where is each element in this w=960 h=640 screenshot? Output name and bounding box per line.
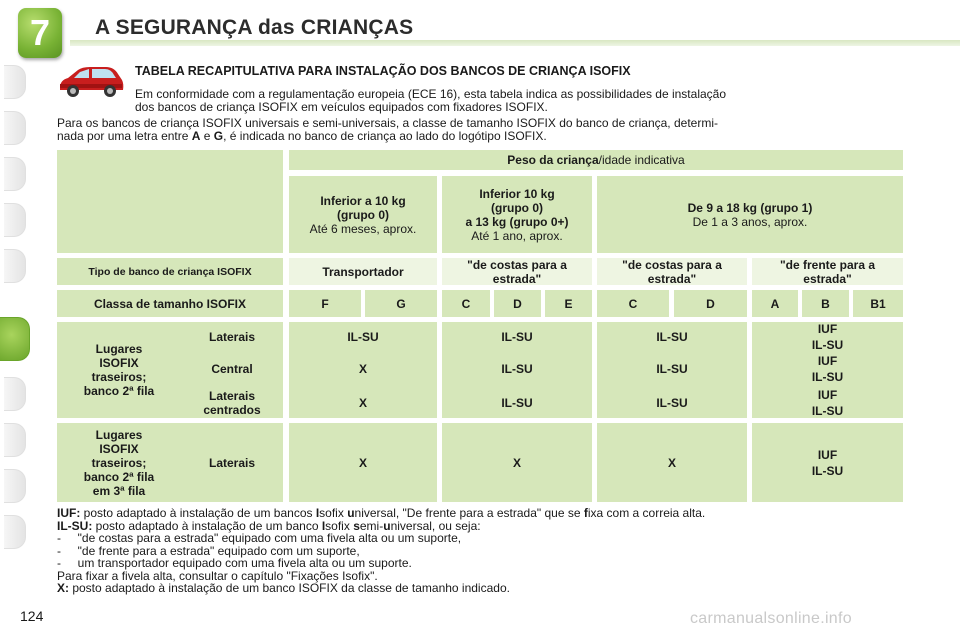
- watermark: carmanualsonline.info: [690, 610, 852, 627]
- section-title: TABELA RECAPITULATIVA PARA INSTALAÇÃO DOS BANCOS DE CRIANÇA ISOFIX: [135, 64, 631, 78]
- table-value-text: IUF: [817, 388, 838, 402]
- class-value: C: [628, 296, 638, 311]
- class-cell: [289, 290, 361, 317]
- table-value-text: X: [358, 396, 367, 410]
- table-value: [442, 423, 592, 502]
- position-text: Laterais: [208, 330, 256, 344]
- side-tab-3[interactable]: [4, 157, 26, 191]
- table-value: [752, 352, 903, 386]
- para-letter-a: A: [191, 129, 201, 143]
- class-cell: [442, 290, 490, 317]
- footnote-text: posto adaptado à instalação de um banco ISOFIX da classe de tamanho indicado.: [69, 581, 510, 595]
- header-underline: [70, 40, 960, 46]
- weight-header-bold: Peso da criança: [507, 153, 599, 167]
- table-value: [597, 358, 747, 380]
- footnote-text: niversal, ou seja:: [390, 518, 481, 533]
- class-cell: [365, 290, 437, 317]
- position-central: [181, 358, 283, 380]
- footnote-emph: u: [383, 518, 391, 533]
- footnote-text: emi-: [359, 518, 384, 533]
- table-value: [289, 326, 437, 348]
- table-value-text: IUF: [817, 354, 838, 368]
- rear-seats-label-line: ISOFIX: [99, 356, 139, 370]
- footnote-ilsu-key: IL-SU:: [57, 518, 93, 533]
- side-tab-8[interactable]: [4, 377, 26, 411]
- footnote-emph: f: [583, 506, 588, 520]
- group-1-age: De 1 a 3 anos, aprox.: [692, 214, 808, 229]
- footnote-text: ixa com a correia alta.: [587, 506, 706, 520]
- footnote-emph: I: [315, 506, 320, 520]
- rear-seats-label: [57, 322, 181, 418]
- type-label: [57, 258, 283, 285]
- footnote-emph: I: [321, 518, 326, 533]
- group-0-line-2: (grupo 0): [337, 207, 389, 222]
- footnote-fix-line: Para fixar a fivela alta, consultar o capítulo "Fixações Isofix".: [57, 568, 378, 583]
- table-value-text: IL-SU: [656, 362, 688, 376]
- table-value: [597, 326, 747, 348]
- table-value: [597, 392, 747, 414]
- footnote-text: posto adaptado à instalação de um banco: [92, 518, 322, 533]
- group-0-age: Até 6 meses, aprox.: [309, 221, 417, 236]
- side-tab-9[interactable]: [4, 423, 26, 457]
- weight-header: [289, 150, 903, 170]
- table-value: [442, 358, 592, 380]
- table-value-text: IL-SU: [656, 396, 688, 410]
- table-value: [289, 392, 437, 414]
- class-value: D: [513, 296, 522, 311]
- class-label: [57, 290, 283, 317]
- class-value: F: [321, 296, 329, 311]
- table-value-text: X: [358, 455, 367, 470]
- type-forward-facing-line-1: "de frente para a: [779, 257, 876, 272]
- para-letter-g: G: [213, 129, 224, 143]
- footnotes: [57, 507, 917, 595]
- paragraph-line-1: Para os bancos de criança ISOFIX universais e semi-universais, a classe de tamanho ISOFIX do banco de criança, determi-: [57, 116, 718, 130]
- rear-seats-label-line: traseiros;: [91, 370, 147, 384]
- chapter-title: A SEGURANÇA das CRIANÇAS: [95, 16, 414, 39]
- position-text: Laterais: [208, 389, 256, 403]
- intro-line-1: Em conformidade com a regulamentação europeia (ECE 16), esta tabela indica as possibilidades de instalação: [135, 87, 727, 101]
- side-tab-11[interactable]: [4, 515, 26, 549]
- type-label-text: Tipo de banco de criança ISOFIX: [88, 265, 252, 278]
- class-cell: [752, 290, 798, 317]
- table-value-text: IUF: [817, 322, 838, 336]
- table-corner-cell: [57, 150, 283, 253]
- table-value: [752, 386, 903, 420]
- table-value-text: IL-SU: [501, 396, 533, 410]
- class-value: G: [396, 296, 406, 311]
- footnote-item: - "de frente para a estrada" equipado com um suporte,: [57, 543, 360, 558]
- third-row-label-line: banco 2ª fila: [83, 469, 155, 484]
- table-value-text: X: [667, 455, 676, 470]
- type-carrycot: [289, 258, 437, 285]
- group-0-header: [289, 176, 437, 253]
- table-value: [289, 423, 437, 502]
- side-tab-5[interactable]: [4, 249, 26, 283]
- type-rear-facing-1-line-1: "de costas para a: [467, 257, 567, 272]
- third-row-label-line: ISOFIX: [99, 441, 139, 456]
- position-text: Central: [211, 362, 253, 376]
- group-1-line-1: De 9 a 18 kg (grupo 1): [687, 200, 813, 215]
- third-row-label-line: em 3ª fila: [92, 483, 146, 498]
- car-icon: [56, 64, 126, 100]
- paragraph-text: [57, 117, 907, 143]
- class-cell: [494, 290, 541, 317]
- group-0plus-age: Até 1 ano, aprox.: [471, 228, 563, 243]
- para-text-c: e: [200, 129, 214, 143]
- type-rear-facing-2: [597, 258, 747, 285]
- table-value: [289, 358, 437, 380]
- table-value-text: IUF: [817, 447, 838, 462]
- class-value: B1: [870, 296, 886, 311]
- class-cell: [545, 290, 592, 317]
- table-value-text: X: [512, 455, 521, 470]
- group-0-line-1: Inferior a 10 kg: [320, 193, 406, 208]
- table-value-text: IL-SU: [656, 330, 688, 344]
- para-text-e: , é indicada no banco de criança ao lado do logótipo ISOFIX.: [223, 129, 547, 143]
- class-cell: [597, 290, 669, 317]
- side-tab-2[interactable]: [4, 111, 26, 145]
- chapter-badge: [18, 8, 62, 58]
- group-0plus-line-3: a 13 kg (grupo 0+): [465, 214, 569, 229]
- footnote-emph: u: [347, 506, 355, 520]
- type-carrycot-text: Transportador: [322, 264, 404, 279]
- footnote-emph: s: [353, 518, 360, 533]
- rear-seats-label-line: banco 2ª fila: [83, 384, 155, 398]
- footnote-x: [57, 582, 917, 595]
- table-value-text: IL-SU: [501, 362, 533, 376]
- third-row-seats-label: [57, 423, 181, 502]
- intro-line-2: dos bancos de criança ISOFIX em veículos equipados com fixadores ISOFIX.: [135, 100, 548, 114]
- type-forward-facing: [752, 258, 903, 285]
- footnote-x-key: X:: [57, 581, 69, 595]
- third-row-label-line: Lugares: [95, 427, 143, 442]
- table-value-text: IL-SU: [811, 338, 844, 352]
- footnote-item: - "de costas para a estrada" equipado com uma fivela alta ou um suporte,: [57, 531, 462, 545]
- position-laterais-third: [181, 423, 283, 502]
- weight-header-text: [507, 153, 684, 167]
- type-rear-facing-2-line-2: estrada": [647, 271, 697, 286]
- type-rear-facing-1: [442, 258, 592, 285]
- position-laterais: [181, 326, 283, 348]
- chapter-number: 7: [29, 12, 51, 53]
- type-forward-facing-line-2: estrada": [803, 271, 852, 286]
- side-tab-10[interactable]: [4, 469, 26, 503]
- position-text: centrados: [203, 403, 261, 417]
- class-value: E: [564, 296, 573, 311]
- weight-header-rest: /idade indicativa: [598, 153, 685, 167]
- rear-seats-label-line: Lugares: [95, 342, 143, 356]
- footnote-text: posto adaptado à instalação de um bancos: [80, 506, 316, 520]
- class-value: C: [461, 296, 471, 311]
- table-value: [752, 320, 903, 354]
- class-value: A: [770, 296, 780, 311]
- table-value: [752, 423, 903, 502]
- type-rear-facing-1-line-2: estrada": [492, 271, 542, 286]
- table-value: [597, 423, 747, 502]
- table-value-text: IL-SU: [811, 370, 844, 384]
- class-cell: [674, 290, 747, 317]
- side-tabs: [0, 65, 30, 585]
- table-value: [442, 326, 592, 348]
- group-0plus-header: [442, 176, 592, 253]
- footnote-text: niversal, "De frente para a estrada" que se: [354, 506, 584, 520]
- class-value: D: [706, 296, 715, 311]
- footnote-iuf-key: IUF:: [57, 506, 81, 520]
- table-value-text: IL-SU: [501, 330, 533, 344]
- class-cell: [802, 290, 849, 317]
- footnote-text: sofix: [325, 518, 354, 533]
- side-tab-7-active[interactable]: [0, 317, 30, 361]
- para-text-a: nada por uma letra entre: [57, 129, 192, 143]
- third-row-label-line: traseiros;: [91, 455, 147, 470]
- table-value-text: IL-SU: [347, 330, 379, 344]
- class-label-text: Classa de tamanho ISOFIX: [93, 296, 247, 311]
- footnote-item: - um transportador equipado com uma fivela alta ou um suporte.: [57, 556, 412, 570]
- table-value-text: IL-SU: [811, 463, 844, 478]
- side-tab-4[interactable]: [4, 203, 26, 237]
- table-value-text: IL-SU: [811, 404, 844, 418]
- footnote-text: sofix: [319, 506, 348, 520]
- group-1-header: [597, 176, 903, 253]
- paragraph-line-2: [57, 130, 907, 143]
- class-value: B: [821, 296, 830, 311]
- page-number: 124: [20, 608, 44, 624]
- table-value-text: X: [358, 362, 367, 376]
- position-text: Laterais: [208, 455, 256, 470]
- group-0plus-line-2: (grupo 0): [491, 200, 543, 215]
- type-rear-facing-2-line-1: "de costas para a: [622, 257, 722, 272]
- group-0plus-line-1: Inferior 10 kg: [479, 186, 555, 201]
- intro-text: [135, 88, 910, 114]
- side-tab-1[interactable]: [4, 65, 26, 99]
- class-cell: [853, 290, 903, 317]
- position-laterais-centrados: [181, 388, 283, 418]
- table-value: [442, 392, 592, 414]
